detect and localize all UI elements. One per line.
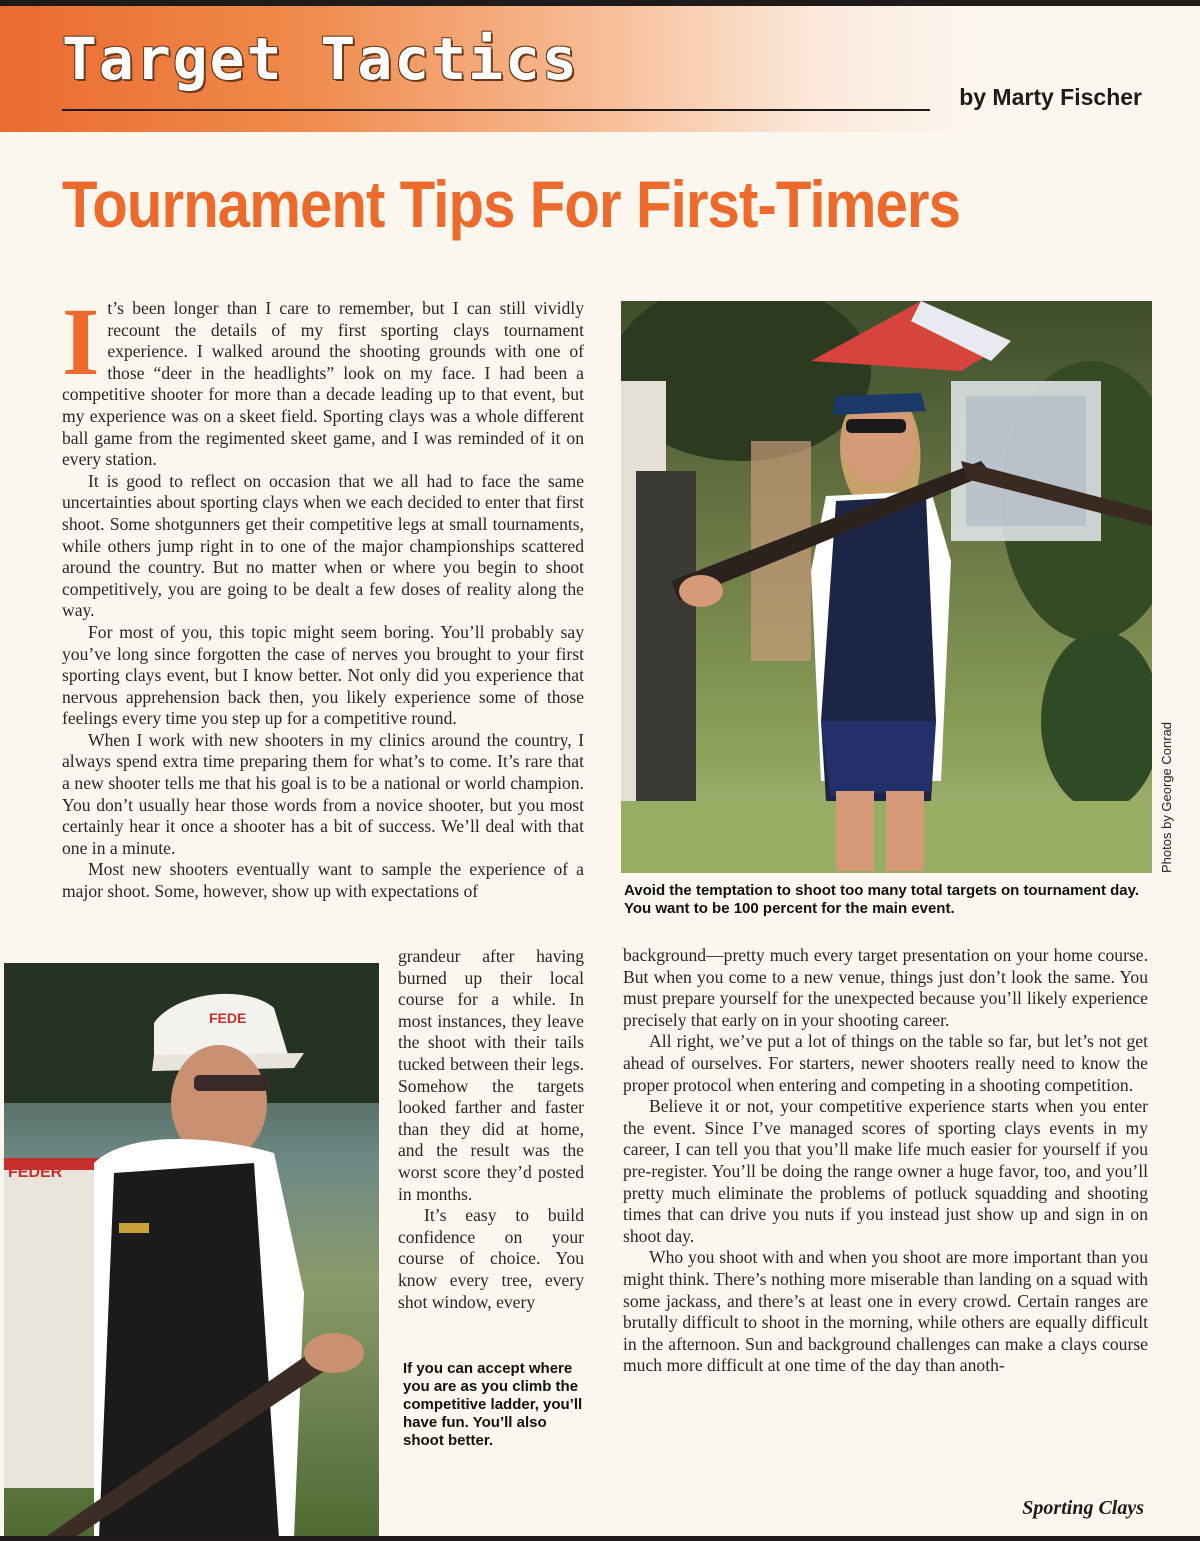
pull-quote: If you can accept where you are as you climb the competitive ladder, you’ll have fun. You’ll also shoot better. bbox=[403, 1360, 583, 1449]
paragraph: Who you shoot with and when you shoot are more important than you might think. There’s nothing more miserable than landing on a squad with some jackass, and there’s at least one in every crowd. Certain ranges are brutally difficult to shoot in the morning, while others are equally difficult in the afternoon. Sun and background challenges can make a clays course much more difficult at one time of the day than anoth- bbox=[623, 1247, 1148, 1376]
bottom-rule bbox=[0, 1536, 1200, 1541]
photo-man-shooter bbox=[4, 963, 379, 1538]
byline: by Marty Fischer bbox=[959, 84, 1142, 110]
paragraph: When I work with new shooters in my clinics around the country, I always spend extra time preparing them for what’s to come. It’s rare that a new shooter tells me that his goal is to be a national or world champion. You don’t usually hear those words from a novice shooter, but you most certainly hear it once a shooter has a bit of success. We’ll deal with that one in a minute. bbox=[62, 729, 584, 858]
drop-cap: I bbox=[62, 288, 100, 395]
paragraph: It’s been longer than I care to remember, but I can still vividly recount the details of my first sporting clays tournament experience. I walked around the shooting grounds with one of those “deer in the headlights” look on my face. I had been a competitive shooter for more than a decade leading up to that event, but my experience was on a skeet field. Sporting clays was a whole different ball game from the regimented skeet game, and I was reminded of it on every station. bbox=[62, 288, 584, 470]
photo-woman-shooter bbox=[621, 301, 1152, 873]
paragraph: For most of you, this topic might seem boring. You’ll probably say you’ve long since forgotten the case of nerves you brought to your first sporting clays event, but I know better. Not only did you experience that nervous apprehension back then, you likely experience some of those feelings every time you step up for a competitive round. bbox=[62, 621, 584, 729]
banner-logo-text: FEDER bbox=[8, 1164, 63, 1181]
paragraph: All right, we’ve put a lot of things on the table so far, but let’s not get ahead of ourselves. For starters, newer shooters really need to know the proper protocol when entering and competing in a shooting competition. bbox=[623, 1031, 1148, 1095]
paragraph: Most new shooters eventually want to sample the experience of a major shoot. Some, however, show up with expectations of bbox=[62, 859, 584, 902]
body-column-narrow bbox=[398, 946, 584, 1313]
paragraph: background—pretty much every target presentation on your home course. But when you come to a new venue, things just don’t look the same. You must prepare yourself for the unexpected because you’ll likely experience precisely that early on in your shooting career. bbox=[623, 945, 1148, 1030]
publication-name: Sporting Clays bbox=[1022, 1497, 1144, 1519]
body-column-left bbox=[62, 288, 584, 903]
photo-credit: Photos by George Conrad bbox=[1159, 721, 1174, 873]
article-headline: Tournament Tips For First-Timers bbox=[62, 167, 961, 241]
paragraph: grandeur after having burned up their local course for a while. In most instances, they leave the shoot with their tails tucked between their legs. Somehow the targets looked farther and faster than they did at home, and the result was the worst score they’d posted in months. bbox=[398, 946, 584, 1204]
byline-rule bbox=[62, 109, 930, 111]
body-column-right bbox=[623, 945, 1148, 1377]
photo-caption: Avoid the temptation to shoot too many total targets on tournament day. You want to be 100 percent for the main event. bbox=[624, 882, 1140, 917]
paragraph: It’s easy to build confidence on your course of choice. You know every tree, every shot window, every bbox=[398, 1205, 584, 1312]
cap-logo-text: FEDE bbox=[209, 1010, 247, 1026]
paragraph: It is good to reflect on occasion that we all had to face the same uncertainties about sporting clays when we each decided to enter that first shoot. Some shotgunners get their competitive legs at small tournaments, while others jump right in to one of the major championships scattered around the country. But no matter when or where you begin to shoot competitively, you are going to be dealt a few doses of reality along the way. bbox=[62, 470, 584, 621]
paragraph: Believe it or not, your competitive experience starts when you enter the event. Since I’ve managed scores of sporting clays events in my career, I can tell you that you’ll make life much easier for yourself if you pre-register. You’ll be doing the range owner a huge favor, too, and you’ll pretty much eliminate the problems of potluck squadding and shooting times that can drive you nuts if you instead just show up and sign in on shoot day. bbox=[623, 1096, 1148, 1246]
section-title: Target Tactics bbox=[62, 25, 579, 93]
